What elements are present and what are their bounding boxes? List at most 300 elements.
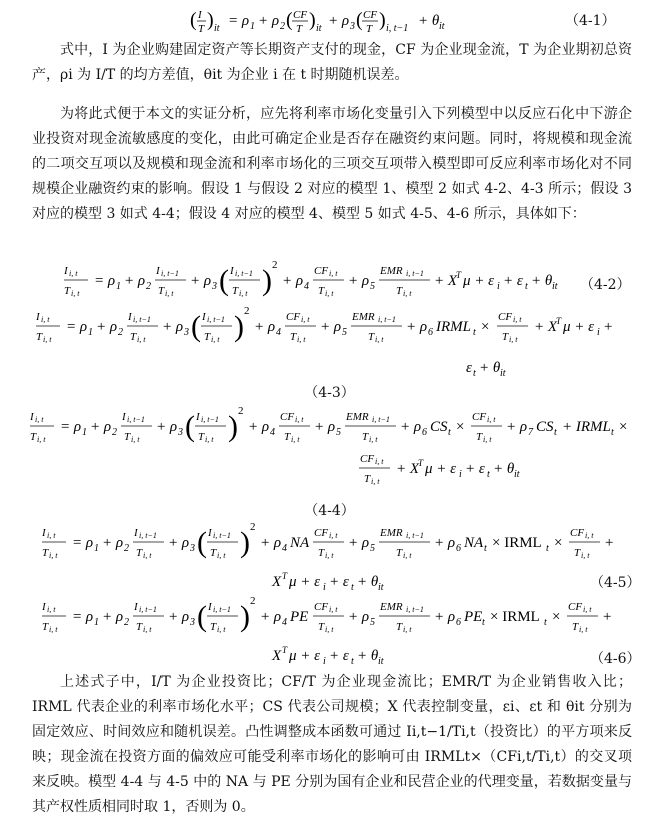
svg-text:T: T (36, 331, 43, 343)
svg-text:+ ρ: + ρ (162, 319, 184, 335)
svg-text:I: I (202, 311, 206, 323)
svg-text:+ ρ: + ρ (258, 13, 280, 29)
svg-text:i, t−1: i, t−1 (406, 531, 424, 540)
svg-text:T: T (362, 431, 369, 443)
svg-text:4: 4 (270, 427, 275, 438)
svg-text:i, t: i, t (325, 551, 334, 560)
svg-text:i, t−1: i, t−1 (386, 23, 409, 34)
svg-text:): ) (234, 310, 244, 343)
svg-text:(: ( (190, 9, 197, 31)
svg-text:i, t: i, t (49, 551, 58, 560)
svg-text:i, t: i, t (301, 315, 310, 324)
equation-4-6-formula (42, 596, 642, 668)
svg-text:+ ρ: + ρ (320, 319, 342, 335)
svg-text:i, t: i, t (583, 605, 592, 614)
svg-text:3: 3 (178, 427, 183, 438)
svg-text:I: I (36, 311, 40, 323)
svg-text:+ ρ: + ρ (124, 273, 146, 289)
svg-text:CF: CF (498, 311, 513, 323)
svg-text:it: it (316, 23, 322, 34)
svg-text:+ ρ: + ρ (254, 319, 276, 335)
svg-text:NA: NA (464, 535, 484, 551)
svg-text:T: T (136, 621, 143, 633)
svg-text:+ X: + X (534, 319, 558, 335)
svg-text:EMR: EMR (380, 601, 403, 613)
svg-text:(: ( (219, 264, 229, 297)
svg-text:2: 2 (118, 327, 123, 338)
svg-text:it: it (514, 469, 520, 480)
svg-text:i, t: i, t (329, 531, 338, 540)
svg-text:2: 2 (244, 306, 250, 317)
svg-text:T: T (282, 645, 288, 655)
svg-text:CS: CS (430, 419, 448, 435)
svg-text:+ θ: + θ (479, 360, 501, 376)
svg-text:it: it (439, 21, 445, 32)
svg-text:3: 3 (212, 281, 217, 292)
svg-text:): ) (262, 264, 272, 297)
svg-text:t: t (473, 327, 476, 338)
svg-text:i, t: i, t (483, 435, 492, 444)
svg-text:i, t: i, t (487, 415, 496, 424)
svg-text:I: I (196, 411, 200, 423)
svg-text:+ ρ: + ρ (400, 419, 422, 435)
svg-text:it: it (500, 368, 506, 378)
svg-text:i, t: i, t (295, 415, 304, 424)
svg-text:+ ρ: + ρ (102, 535, 124, 551)
svg-text:+ IRML: + IRML (562, 419, 611, 435)
svg-text:): ) (207, 9, 214, 31)
svg-text:T: T (42, 547, 49, 559)
svg-text:(: ( (185, 410, 195, 443)
svg-text:6: 6 (428, 327, 433, 338)
svg-text:EMR: EMR (380, 527, 403, 539)
svg-text:×: × (481, 319, 490, 335)
svg-text:μ + ε: μ + ε (289, 574, 321, 590)
svg-text:+ θ: + θ (357, 648, 379, 664)
svg-text:it: it (214, 23, 220, 34)
svg-text:CF: CF (472, 411, 487, 423)
paragraph-definitions: 式中，I 为企业购建固定资产等长期资产支付的现金，CF 为企业现金流，T 为企业期初总资产，ρi 为 I/T 的均方差值，θit 为企业 i 在 t 时期随机误差。 (32, 42, 632, 83)
svg-text:I: I (128, 311, 132, 323)
svg-text:EMR: EMR (380, 265, 403, 277)
svg-text:1: 1 (94, 617, 99, 628)
svg-text:i, t: i, t (211, 335, 220, 344)
equation-number: （4-5） (590, 575, 641, 591)
svg-text:i, t: i, t (297, 335, 306, 344)
equation-4-5 (20, 522, 640, 594)
svg-text:+ ε: + ε (465, 461, 485, 477)
svg-text:+: + (604, 535, 615, 551)
svg-text:t: t (546, 543, 549, 554)
svg-text:μ + ε: μ + ε (563, 319, 595, 335)
svg-text:CF: CF (570, 527, 585, 539)
svg-text:5: 5 (370, 281, 375, 292)
svg-text:i, t: i, t (35, 415, 44, 424)
svg-text:2: 2 (250, 596, 256, 607)
svg-text:5: 5 (342, 327, 347, 338)
svg-text:i: i (323, 656, 326, 667)
equation-4-1 (20, 6, 640, 36)
svg-text:T: T (232, 285, 239, 297)
svg-text:(: ( (197, 526, 207, 559)
svg-text:EMR: EMR (346, 411, 369, 423)
svg-text:T: T (124, 431, 131, 443)
svg-text:t: t (484, 543, 487, 554)
svg-text:i, t−1: i, t−1 (207, 315, 225, 324)
svg-text:X: X (272, 574, 282, 590)
svg-text:): ) (240, 600, 250, 633)
svg-text:= ρ: = ρ (72, 535, 94, 551)
svg-text:i: i (323, 582, 326, 593)
svg-text:+ ρ: + ρ (314, 419, 336, 435)
svg-text:IRML: IRML (436, 319, 471, 335)
svg-text:T: T (318, 285, 325, 297)
svg-text:I: I (198, 9, 202, 21)
svg-text:i, t: i, t (69, 269, 78, 278)
svg-text:i, t−1: i, t−1 (406, 605, 424, 614)
svg-text:+ ε: + ε (503, 273, 523, 289)
svg-text:T: T (418, 458, 424, 468)
svg-text:= ρ: = ρ (66, 319, 88, 335)
svg-text:6: 6 (456, 617, 461, 628)
svg-text:+ ρ: + ρ (248, 419, 270, 435)
equation-4-3-formula (36, 306, 636, 378)
svg-text:+ ρ: + ρ (348, 273, 370, 289)
svg-text:5: 5 (370, 543, 375, 554)
svg-text:t: t (611, 427, 614, 438)
svg-text:T: T (366, 23, 373, 35)
svg-text:T: T (572, 621, 579, 633)
svg-text:5: 5 (370, 617, 375, 628)
svg-text:+ θ: + θ (357, 574, 379, 590)
svg-text:i, t: i, t (239, 289, 248, 298)
svg-text:i, t: i, t (143, 625, 152, 634)
svg-text:CF: CF (360, 453, 375, 465)
svg-text:i, t: i, t (403, 625, 412, 634)
svg-text:i, t: i, t (403, 289, 412, 298)
svg-text:×: × (619, 419, 628, 435)
svg-text:i, t: i, t (137, 335, 146, 344)
svg-text:+: + (603, 319, 614, 335)
equation-number: （4-3） (304, 385, 355, 401)
svg-text:i, t: i, t (369, 435, 378, 444)
paragraph-model-intro: 为将此式便于本文的实证分析，应先将利率市场化变量引入下列模型中以反应石化中下游企业投资对现金流敏感度的变化，由此可确定企业是否存在融资约束问题。同时，将规模和现金流的二项交互项以及规模和现金流和利率市场化的三项交互项带入模型即可反应利率市场化对不同规模企业融资约束的影响。假设 1 与假设 2 对应的模型 1、模型 2 如式 4-2、4-3 所示；假设 3 对应的模型 3 如式 4-4；假设 4 对应的模型 4、模型 5 如式 4-5、4-6 所示，具体如下： (32, 106, 632, 222)
svg-text:(: ( (356, 9, 363, 31)
svg-text:PE: PE (290, 609, 309, 625)
equation-number: （4-2） (580, 277, 631, 293)
svg-text:2: 2 (280, 21, 285, 32)
svg-text:I: I (122, 411, 126, 423)
svg-text:T: T (210, 547, 217, 559)
svg-text:): ) (309, 9, 316, 31)
svg-text:+ ρ: + ρ (348, 535, 370, 551)
svg-text:i, t: i, t (217, 625, 226, 634)
svg-text:T: T (210, 621, 217, 633)
svg-text:T: T (130, 331, 137, 343)
svg-text:1: 1 (82, 427, 87, 438)
svg-text:1: 1 (116, 281, 121, 292)
svg-text:+ ρ: + ρ (328, 13, 350, 29)
svg-text:t: t (473, 368, 476, 378)
svg-text:4: 4 (304, 281, 309, 292)
svg-text:t: t (554, 427, 557, 438)
svg-text:+ ρ: + ρ (282, 273, 304, 289)
svg-text:X: X (272, 648, 282, 664)
svg-text:i: i (597, 327, 600, 338)
svg-text:T: T (318, 547, 325, 559)
svg-text:T: T (198, 431, 205, 443)
svg-text:CF: CF (286, 311, 301, 323)
svg-text:T: T (364, 473, 371, 485)
svg-text:i, t−1: i, t−1 (378, 315, 396, 324)
svg-text:it: it (378, 582, 384, 593)
svg-text:T: T (282, 571, 288, 581)
svg-text:i, t−1: i, t−1 (161, 269, 179, 278)
svg-text:i, t: i, t (131, 435, 140, 444)
svg-text:t: t (525, 281, 528, 292)
svg-text:6: 6 (422, 427, 427, 438)
svg-text:i, t: i, t (217, 551, 226, 560)
svg-text:i, t: i, t (329, 269, 338, 278)
svg-text:+ ρ: + ρ (348, 609, 370, 625)
svg-text:4: 4 (282, 543, 287, 554)
svg-text:T: T (158, 285, 165, 297)
svg-text:I: I (230, 265, 234, 277)
svg-text:I: I (134, 601, 138, 613)
svg-text:1: 1 (250, 21, 255, 32)
svg-text:2: 2 (112, 427, 117, 438)
svg-text:): ) (379, 9, 386, 31)
svg-text:CF: CF (568, 601, 583, 613)
equation-4-6 (20, 596, 640, 668)
svg-text:T: T (296, 23, 303, 35)
equation-4-4 (20, 406, 640, 490)
equation-number: （4-1） (565, 13, 616, 29)
svg-text:+ θ: + θ (418, 13, 440, 29)
svg-text:= ρ: = ρ (228, 13, 250, 29)
svg-text:T: T (396, 285, 403, 297)
svg-text:+ ρ: + ρ (434, 609, 456, 625)
svg-text:i, t−1: i, t−1 (127, 415, 145, 424)
svg-text:i, t−1: i, t−1 (139, 531, 157, 540)
svg-text:2: 2 (272, 259, 278, 271)
equation-number: （4-4） (304, 503, 355, 519)
svg-text:i, t: i, t (143, 551, 152, 560)
svg-text:2: 2 (124, 617, 129, 628)
svg-text:μ + ε: μ + ε (425, 461, 457, 477)
svg-text:i, t: i, t (329, 605, 338, 614)
svg-text:×: × (552, 609, 561, 625)
svg-text:i, t−1: i, t−1 (372, 415, 390, 424)
svg-text:2: 2 (146, 281, 151, 292)
svg-text:T: T (64, 285, 71, 297)
svg-text:i, t: i, t (165, 289, 174, 298)
svg-text:+ X: + X (396, 461, 420, 477)
svg-text:T: T (502, 331, 509, 343)
svg-text:i, t: i, t (325, 625, 334, 634)
svg-text:T: T (198, 23, 205, 35)
svg-text:t: t (544, 617, 547, 628)
svg-text:T: T (318, 621, 325, 633)
svg-text:i, t: i, t (41, 315, 50, 324)
svg-text:= ρ: = ρ (72, 609, 94, 625)
svg-text:μ + ε: μ + ε (289, 648, 321, 664)
svg-text:T: T (456, 270, 462, 280)
svg-text:3: 3 (350, 21, 355, 32)
svg-text:3: 3 (190, 543, 195, 554)
svg-text:+ ρ: + ρ (260, 535, 282, 551)
svg-text:CF: CF (314, 265, 329, 277)
svg-text:i, t−1: i, t−1 (201, 415, 219, 424)
svg-text:i, t: i, t (49, 625, 58, 634)
svg-text:I: I (64, 265, 68, 277)
svg-text:NA: NA (290, 535, 310, 551)
svg-text:it: it (378, 656, 384, 667)
svg-text:CF: CF (280, 411, 295, 423)
svg-text:I: I (42, 527, 46, 539)
svg-text:6: 6 (456, 543, 461, 554)
svg-text:+: + (602, 609, 613, 625)
svg-text:i, t: i, t (371, 477, 380, 486)
svg-text:I: I (208, 601, 212, 613)
svg-text:i, t: i, t (375, 457, 384, 466)
svg-text:I: I (42, 601, 46, 613)
svg-text:T: T (556, 316, 562, 326)
svg-text:t: t (351, 656, 354, 667)
svg-text:i, t: i, t (37, 435, 46, 444)
svg-text:2: 2 (124, 543, 129, 554)
svg-text:×: × (456, 419, 465, 435)
svg-text:1: 1 (94, 543, 99, 554)
svg-text:i, t: i, t (403, 551, 412, 560)
svg-text:+ ρ: + ρ (90, 419, 112, 435)
svg-text:+ ρ: + ρ (168, 609, 190, 625)
svg-text:+ ρ: + ρ (96, 319, 118, 335)
svg-text:= ρ: = ρ (94, 273, 116, 289)
svg-text:t: t (482, 617, 485, 628)
equation-4-2-formula (64, 258, 624, 306)
svg-text:2: 2 (238, 406, 244, 417)
svg-text:+ θ: + θ (493, 461, 515, 477)
svg-text:i: i (459, 469, 462, 480)
svg-text:+ ε: + ε (329, 648, 349, 664)
svg-text:i, t−1: i, t−1 (139, 605, 157, 614)
svg-text:i, t: i, t (513, 315, 522, 324)
equation-4-4-formula (30, 406, 650, 490)
svg-text:μ + ε: μ + ε (463, 273, 495, 289)
svg-text:I: I (208, 527, 212, 539)
svg-text:T: T (396, 547, 403, 559)
svg-text:× IRML: × IRML (490, 609, 540, 625)
svg-text:CF: CF (363, 9, 378, 21)
svg-text:i, t: i, t (43, 335, 52, 344)
svg-text:i, t: i, t (585, 531, 594, 540)
svg-text:CF: CF (293, 9, 308, 21)
svg-text:i, t−1: i, t−1 (213, 531, 231, 540)
svg-text:3: 3 (190, 617, 195, 628)
equation-number: （4-6） (590, 651, 641, 667)
equation-4-3 (20, 306, 640, 378)
svg-text:i, t−1: i, t−1 (213, 605, 231, 614)
equation-4-1-formula (190, 6, 510, 36)
svg-text:i, t: i, t (47, 531, 56, 540)
svg-text:T: T (30, 431, 37, 443)
svg-text:5: 5 (336, 427, 341, 438)
equation-4-2 (20, 258, 640, 306)
svg-text:i, t: i, t (205, 435, 214, 444)
svg-text:t: t (448, 427, 451, 438)
svg-text:T: T (368, 331, 375, 343)
svg-text:): ) (228, 410, 238, 443)
svg-text:+ ρ: + ρ (434, 535, 456, 551)
svg-text:i, t−1: i, t−1 (406, 269, 424, 278)
svg-text:EMR: EMR (352, 311, 375, 323)
svg-text:+ ε: + ε (329, 574, 349, 590)
svg-text:T: T (136, 547, 143, 559)
svg-text:t: t (351, 582, 354, 593)
svg-text:T: T (284, 431, 291, 443)
equation-4-5-formula (42, 522, 642, 594)
svg-text:4: 4 (282, 617, 287, 628)
svg-text:1: 1 (88, 327, 93, 338)
svg-text:CF: CF (314, 601, 329, 613)
svg-text:i, t: i, t (581, 551, 590, 560)
svg-text:I: I (30, 411, 34, 423)
svg-text:×: × (554, 535, 563, 551)
svg-text:(: ( (191, 310, 201, 343)
svg-text:T: T (476, 431, 483, 443)
svg-text:CF: CF (314, 527, 329, 539)
svg-text:i, t: i, t (509, 335, 518, 344)
svg-text:2: 2 (250, 522, 256, 533)
svg-text:i, t: i, t (47, 605, 56, 614)
svg-text:i, t: i, t (71, 289, 80, 298)
svg-text:it: it (552, 281, 558, 292)
svg-text:= ρ: = ρ (60, 419, 82, 435)
svg-text:+ ρ: + ρ (506, 419, 528, 435)
svg-text:+ ρ: + ρ (260, 609, 282, 625)
svg-text:T: T (290, 331, 297, 343)
svg-text:3: 3 (184, 327, 189, 338)
svg-text:i: i (497, 281, 500, 292)
svg-text:ε: ε (466, 360, 472, 376)
svg-text:7: 7 (528, 427, 533, 438)
svg-text:i, t: i, t (291, 435, 300, 444)
svg-text:I: I (156, 265, 160, 277)
svg-text:PE: PE (464, 609, 483, 625)
svg-text:× IRML: × IRML (492, 535, 542, 551)
svg-text:T: T (396, 621, 403, 633)
svg-text:+ θ: + θ (531, 273, 553, 289)
svg-text:I: I (134, 527, 138, 539)
svg-text:+ ρ: + ρ (406, 319, 428, 335)
svg-text:i, t: i, t (375, 335, 384, 344)
svg-text:i, t−1: i, t−1 (133, 315, 151, 324)
svg-text:i, t: i, t (325, 289, 334, 298)
paragraph-variable-explanation: 上述式子中，I/T 为企业投资比；CF/T 为企业现金流比；EMR/T 为企业销售收入比；IRML 代表企业的利率市场化水平；CS 代表公司规模；X 代表控制变量，εi、εt 和 θit 分别为固定效应、时间效应和随机误差。凸性调整成本函数可通过 Ii,t−1/Ti,t（投资比）的平方项来反映；现金流在投资方面的偏效应可能受利率市场化的影响可由 IRMLt×（CFi,t/Ti,t）的交叉项来反映。模型 4-4 与 4-5 中的 NA 与 PE 分别为国有企业和民营企业的代理变量，若数据变量与其产权性质相同时取 1，否则为 0。 (32, 674, 632, 815)
svg-text:t: t (487, 469, 490, 480)
svg-text:+ X: + X (434, 273, 458, 289)
svg-text:+ ρ: + ρ (102, 609, 124, 625)
svg-text:(: ( (286, 9, 293, 31)
svg-text:+ ρ: + ρ (190, 273, 212, 289)
svg-text:T: T (574, 547, 581, 559)
svg-text:T: T (204, 331, 211, 343)
svg-text:T: T (42, 621, 49, 633)
svg-text:+ ρ: + ρ (168, 535, 190, 551)
svg-text:4: 4 (276, 327, 281, 338)
svg-text:(: ( (197, 600, 207, 633)
